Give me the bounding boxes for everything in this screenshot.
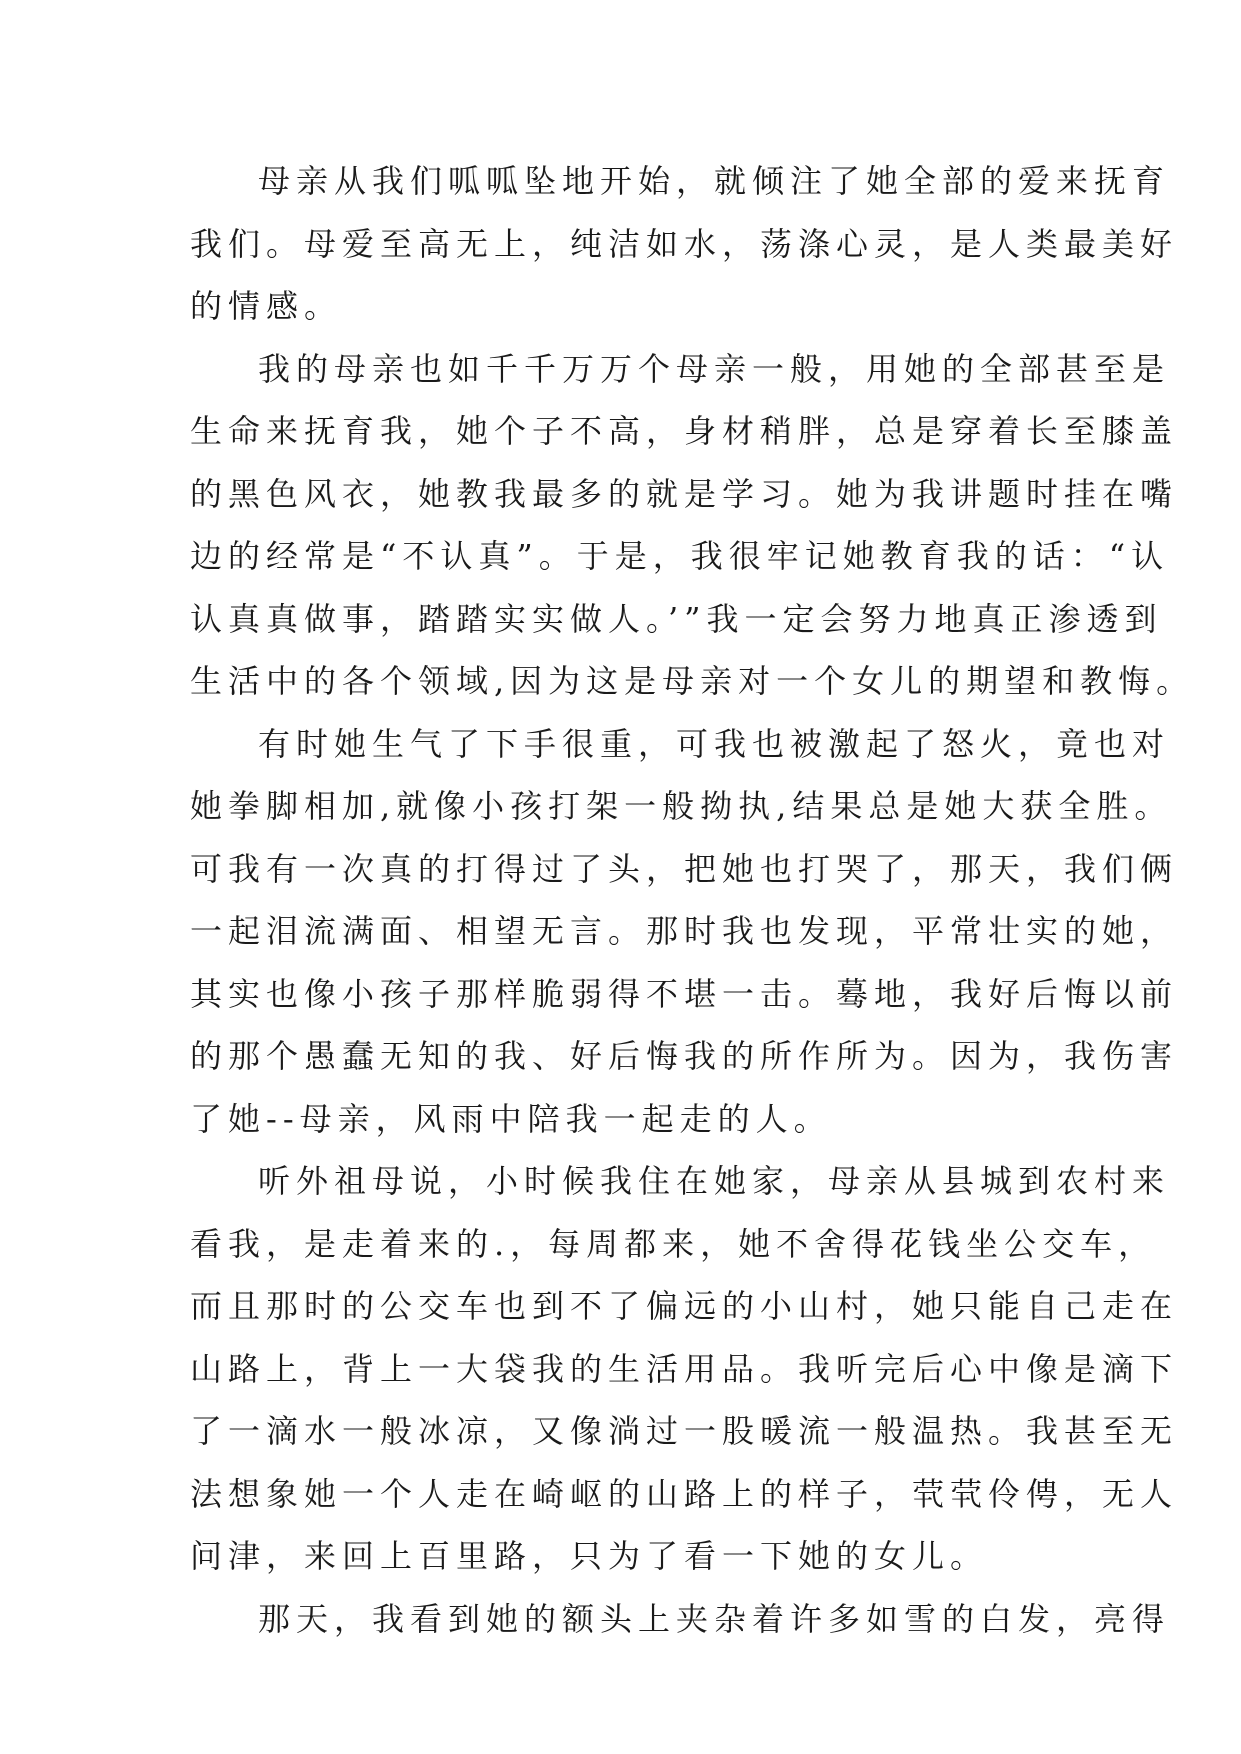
text-line: 她拳脚相加,就像小孩打架一般拗执,结果总是她大获全胜。 — [190, 787, 1173, 825]
text-line: 我们。母爱至高无上，纯洁如水，荡涤心灵，是人类最美好 — [190, 224, 1179, 263]
text-line: 认真真做事，踏踏实实做人。’”我一定会努力地真正渗透到 — [190, 599, 1163, 638]
text-line: 生活中的各个领域,因为这是母亲对一个女儿的期望和教悔。 — [190, 662, 1195, 700]
paragraph — [190, 338, 1195, 713]
text-line: 法想象她一个人走在崎岖的山路上的样子，茕茕伶俜，无人 — [190, 1474, 1179, 1513]
text-line: 有时她生气了下手很重，可我也被激起了怒火，竟也对 — [258, 724, 1171, 763]
essay-body — [190, 150, 1195, 1650]
text-line: 母亲从我们呱呱坠地开始，就倾注了她全部的爱来抚育 — [258, 162, 1171, 200]
text-line: 那天，我看到她的额头上夹杂着许多如雪的白发，亮得 — [258, 1599, 1171, 1638]
text-line: 了她--母亲，风雨中陪我一起走的人。 — [190, 1099, 832, 1138]
text-line: 生命来抚育我，她个子不高，身材稍胖，总是穿着长至膝盖 — [190, 412, 1179, 450]
paragraph — [190, 150, 1179, 338]
paragraph — [190, 713, 1179, 1151]
text-line: 我的母亲也如千千万万个母亲一般，用她的全部甚至是 — [258, 349, 1171, 388]
text-line: 而且那时的公交车也到不了偏远的小山村，她只能自己走在 — [190, 1287, 1179, 1325]
text-line: 的黑色风衣，她教我最多的就是学习。她为我讲题时挂在嘴 — [190, 474, 1179, 513]
text-line: 其实也像小孩子那样脆弱得不堪一击。蓦地，我好后悔以前 — [190, 974, 1179, 1013]
text-line: 的那个愚蠢无知的我、好后悔我的所作所为。因为，我伤害 — [190, 1037, 1179, 1075]
text-line: 一起泪流满面、相望无言。那时我也发现，平常壮实的她， — [190, 912, 1179, 950]
paragraph — [190, 1588, 1171, 1651]
text-line: 边的经常是“不认真”。于是，我很牢记她教育我的话：“认 — [190, 537, 1170, 575]
text-line: 问津，来回上百里路，只为了看一下她的女儿。 — [190, 1537, 989, 1575]
text-line: 听外祖母说，小时候我住在她家，母亲从县城到农村来 — [258, 1162, 1171, 1200]
text-line: 可我有一次真的打得过了头，把她也打哭了，那天，我们俩 — [190, 849, 1179, 888]
text-line: 看我，是走着来的.，每周都来，她不舍得花钱坐公交车， — [190, 1224, 1157, 1263]
text-line: 了一滴水一般冰凉，又像淌过一股暖流一般温热。我甚至无 — [190, 1412, 1179, 1450]
text-line: 山路上，背上一大袋我的生活用品。我听完后心中像是滴下 — [190, 1349, 1179, 1388]
paragraph — [190, 1150, 1179, 1588]
text-line: 的情感。 — [190, 287, 343, 325]
